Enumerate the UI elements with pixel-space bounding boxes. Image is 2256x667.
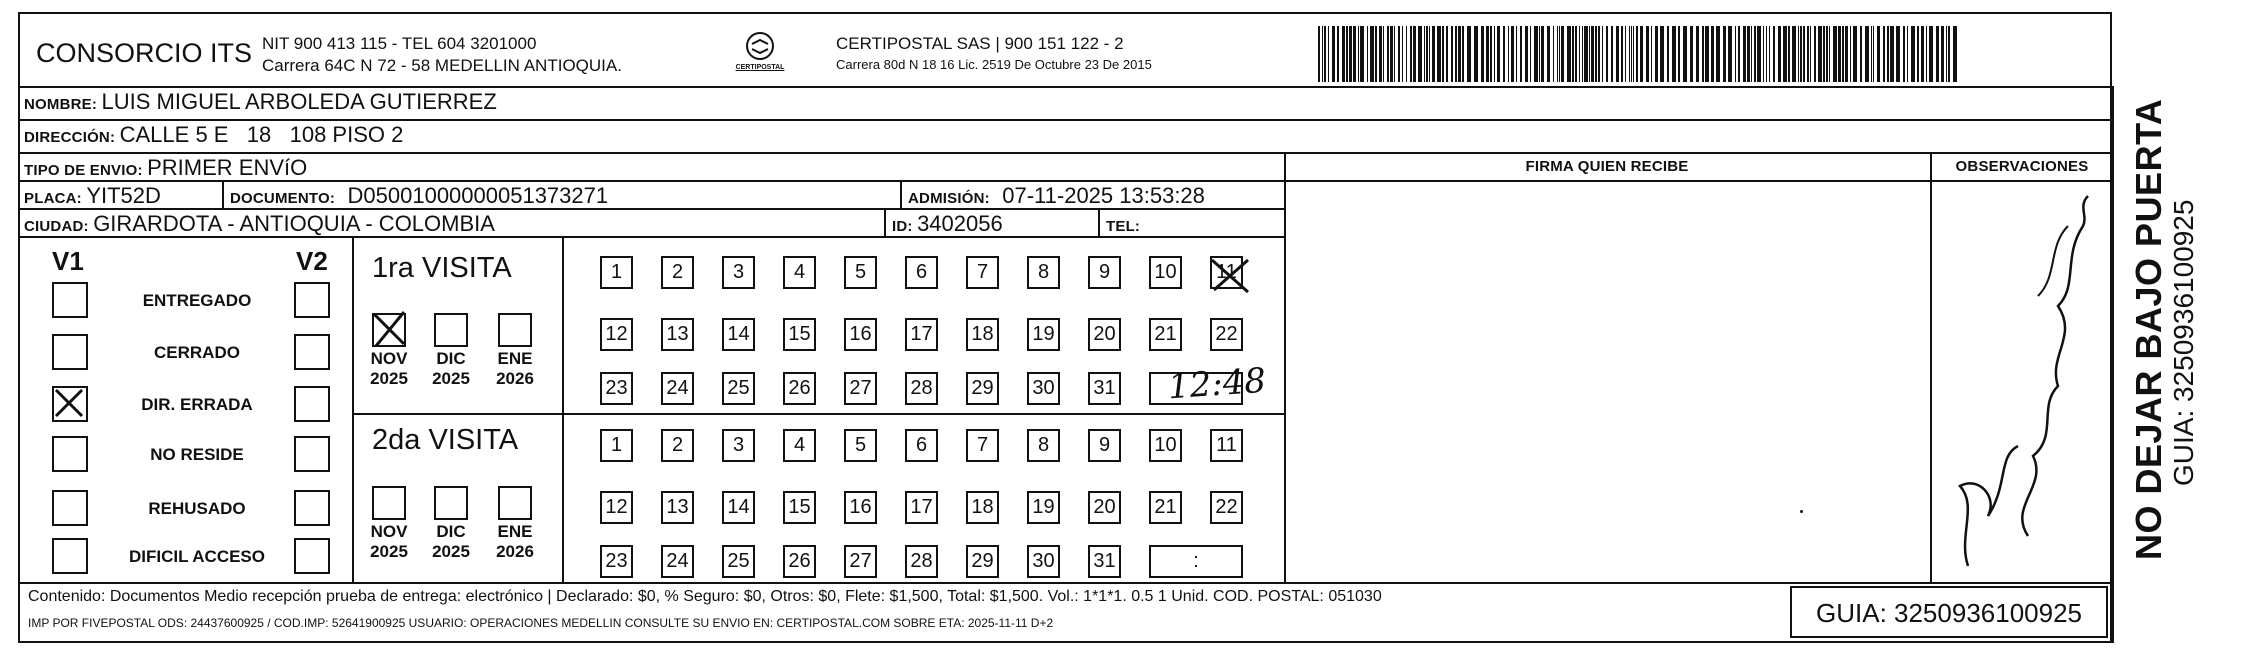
day-box[interactable]: 18 [966, 491, 999, 524]
barcode-bar [1367, 26, 1368, 82]
certipostal-logo [732, 28, 788, 78]
carrier-address: Carrera 80d N 18 16 Lic. 2519 De Octubre 23 De 2015 [836, 57, 1152, 72]
barcode-bar [1602, 26, 1603, 82]
barcode-bar [1672, 26, 1676, 82]
status-v2-checkbox[interactable] [294, 490, 330, 526]
barcode-bar [1896, 26, 1900, 82]
barcode-bar [1390, 26, 1393, 82]
month-checkbox[interactable] [372, 486, 406, 520]
day-box[interactable]: 12 [600, 491, 633, 524]
month-checkbox[interactable] [434, 486, 468, 520]
nombre-row [24, 89, 497, 115]
barcode-bar [1553, 26, 1554, 82]
barcode-bar [1467, 26, 1471, 82]
barcode-bar [1589, 26, 1590, 82]
barcode-bar [1751, 26, 1752, 82]
id-value: 3402056 [917, 211, 1003, 236]
documento-row [230, 183, 608, 209]
barcode-bar [1907, 26, 1908, 82]
time-box[interactable]: : [1149, 545, 1243, 578]
barcode-bar [1803, 26, 1805, 82]
barcode-bar [1437, 26, 1441, 82]
day-box[interactable]: 8 [1027, 256, 1060, 289]
barcode-bar [1481, 26, 1484, 82]
barcode-bar [1887, 26, 1889, 82]
barcode-bar [1696, 26, 1699, 82]
barcode-bar [1358, 26, 1359, 82]
observaciones-header: OBSERVACIONES [1955, 158, 2089, 175]
guia-box-text: GUIA: 3250936100925 [1816, 598, 2082, 628]
barcode-bar [1621, 26, 1623, 82]
barcode-bar [1486, 26, 1489, 82]
handwritten-x-dir-errada [52, 386, 86, 420]
barcode-bar [1567, 26, 1571, 82]
day-box[interactable]: 13 [661, 491, 694, 524]
day-box[interactable]: 19 [1027, 491, 1060, 524]
barcode-bar [1559, 26, 1560, 82]
barcode-bar [1387, 26, 1389, 82]
status-v1-checkbox[interactable] [52, 334, 88, 370]
barcode-bar [1948, 26, 1950, 82]
month-year-label: 2026 [496, 369, 534, 388]
barcode-bar [1455, 26, 1457, 82]
handwritten-time: 12:48 [1166, 360, 1268, 408]
barcode-bar [1754, 26, 1756, 82]
day-box[interactable]: 7 [966, 429, 999, 462]
handwritten-x-nov [370, 310, 410, 350]
barcode-bar [1353, 26, 1356, 82]
day-box[interactable]: 21 [1149, 318, 1182, 351]
nombre-label: NOMBRE: [24, 96, 98, 113]
barcode-bar [1853, 26, 1857, 82]
status-v1-checkbox[interactable] [52, 538, 88, 574]
barcode-bar [1850, 26, 1851, 82]
barcode-bar [1903, 26, 1905, 82]
barcode-bar [1490, 26, 1492, 82]
barcode-bar [1394, 26, 1395, 82]
barcode-bar [1829, 26, 1830, 82]
barcode-bar [1877, 26, 1880, 82]
barcode-bar [1572, 26, 1574, 82]
barcode-bar [1763, 26, 1764, 82]
barcode-bar [1383, 26, 1384, 82]
barcode-bar [1702, 26, 1704, 82]
footer-line2: IMP POR FIVEPOSTAL ODS: 24437600925 / COD.IMP: 52641900925 USUARIO: OPERACIONES MEDELLIN CONSULTE SU ENVIO EN: CERTIPOSTAL.COM SOBRE ETA: 2025-11-11 D+2 [28, 616, 1054, 630]
barcode-bar [1561, 26, 1564, 82]
barcode-bar [1328, 26, 1329, 82]
day-box[interactable]: 3 [722, 256, 755, 289]
day-box[interactable]: 20 [1088, 491, 1121, 524]
day-box[interactable]: 15 [783, 491, 816, 524]
side-no-dejar: NO DEJAR BAJO PUERTA [2128, 98, 2169, 560]
day-box[interactable]: 11 [1210, 256, 1243, 289]
month-year-label: 2026 [496, 542, 534, 561]
day-box[interactable]: 31 [1088, 545, 1121, 578]
second-visit-title: 2da VISITA [372, 424, 519, 456]
day-box[interactable]: 14 [722, 318, 755, 351]
day-box[interactable]: 17 [905, 491, 938, 524]
status-label: REHUSADO [148, 499, 246, 518]
barcode-bar [1429, 26, 1430, 82]
barcode-bar [1798, 26, 1799, 82]
day-box[interactable]: 4 [783, 429, 816, 462]
barcode-bar [1625, 26, 1626, 82]
barcode-bar [1723, 26, 1726, 82]
barcode-bar [1582, 26, 1583, 82]
day-box[interactable]: 16 [844, 318, 877, 351]
barcode-bar [1375, 26, 1377, 82]
direccion-row [24, 122, 403, 148]
day-box[interactable]: 27 [844, 545, 877, 578]
barcode-bar [1324, 26, 1326, 82]
day-box[interactable]: 1 [600, 429, 633, 462]
documento-value: D05001000000051373271 [347, 183, 609, 208]
day-box[interactable]: 30 [1027, 545, 1060, 578]
barcode-bar [1525, 26, 1528, 82]
barcode-bar [1432, 26, 1435, 82]
barcode-bar [1743, 26, 1746, 82]
day-box[interactable]: 1 [600, 256, 633, 289]
barcode-bar [1418, 26, 1422, 82]
day-box[interactable]: 19 [1027, 318, 1060, 351]
day-box[interactable]: 15 [783, 318, 816, 351]
barcode-bar [1792, 26, 1796, 82]
admision-value: 07-11-2025 13:53:28 [1002, 183, 1205, 208]
barcode-bar [1342, 26, 1345, 82]
logo-text: CERTIPOSTAL [735, 64, 785, 71]
barcode-bar [1629, 26, 1630, 82]
barcode-bar [1337, 26, 1339, 82]
barcode-bar [1451, 26, 1453, 82]
barcode-bar [1584, 26, 1588, 82]
barcode-bar [1873, 26, 1874, 82]
day-box[interactable]: 16 [844, 491, 877, 524]
carrier-line: CERTIPOSTAL SAS | 900 151 122 - 2 [836, 34, 1124, 53]
barcode-bar [1747, 26, 1750, 82]
barcode-bar [1606, 26, 1608, 82]
barcode-bar [1921, 26, 1924, 82]
barcode-bar [1778, 26, 1781, 82]
barcode-bar [1349, 26, 1352, 82]
company-address: Carrera 64C N 72 - 58 MEDELLIN ANTIOQUIA. [262, 56, 622, 75]
barcode-bar [1410, 26, 1412, 82]
barcode-bar [1516, 26, 1517, 82]
barcode-bar [1575, 26, 1577, 82]
day-box[interactable]: 25 [722, 372, 755, 405]
month-label: NOV [370, 522, 408, 541]
barcode-bar [1810, 26, 1811, 82]
month-year-label: 2025 [432, 369, 470, 388]
day-box[interactable]: 12 [600, 318, 633, 351]
month-label: NOV [370, 349, 408, 368]
day-box[interactable]: 29 [966, 372, 999, 405]
company-name: CONSORCIO ITS [36, 38, 253, 68]
day-box[interactable]: 2 [661, 429, 694, 462]
day-box[interactable]: 23 [600, 545, 633, 578]
barcode-bar [1424, 26, 1425, 82]
placa-row [24, 183, 161, 209]
day-box[interactable]: 24 [661, 545, 694, 578]
barcode-bar [1406, 26, 1407, 82]
barcode-bar [1655, 26, 1658, 82]
barcode-bar [1413, 26, 1416, 82]
status-v2-checkbox[interactable] [294, 436, 330, 472]
ciudad-label: CIUDAD: [24, 218, 89, 235]
barcode-bar [1842, 26, 1844, 82]
barcode-bar [1953, 26, 1957, 82]
day-box[interactable]: 5 [844, 256, 877, 289]
barcode-bar [1917, 26, 1919, 82]
day-box[interactable]: 4 [783, 256, 816, 289]
admision-row [908, 183, 1205, 209]
admision-label: ADMISIÓN: [908, 190, 990, 207]
barcode-bar [1322, 26, 1323, 82]
barcode-bar [1705, 26, 1709, 82]
nombre-value: LUIS MIGUEL ARBOLEDA GUTIERREZ [101, 89, 497, 114]
barcode-bar [1871, 26, 1872, 82]
barcode-bar [1534, 26, 1538, 82]
month-label: ENE [497, 349, 533, 368]
day-box[interactable]: 30 [1027, 372, 1060, 405]
tel-row [1106, 211, 1140, 237]
day-box[interactable]: 21 [1149, 491, 1182, 524]
day-box[interactable]: 18 [966, 318, 999, 351]
barcode-bar [1926, 26, 1927, 82]
barcode-bar [1936, 26, 1939, 82]
day-box[interactable]: 25 [722, 545, 755, 578]
barcode-bar [1757, 26, 1761, 82]
footer-line1: Contenido: Documentos Medio recepción prueba de entrega: electrónico | Declarado: $0, % Seguro: $0, Otros: $0, Flete: $1,500, Total: $1,500. Vol.: 1*1*1. 0.5 1 Unid. COD. POSTAL: 051030 [28, 588, 1382, 605]
day-box[interactable]: 28 [905, 545, 938, 578]
barcode-bar [1814, 26, 1816, 82]
barcode-bar [1735, 26, 1736, 82]
barcode-bar [1360, 26, 1364, 82]
barcode-bar [1633, 26, 1634, 82]
status-v2-checkbox[interactable] [294, 282, 330, 318]
barcode-bar [1494, 26, 1495, 82]
barcode-bar [1865, 26, 1869, 82]
month-label: DIC [436, 349, 466, 368]
barcode-bar [1446, 26, 1448, 82]
barcode-bar [1788, 26, 1790, 82]
barcode-bar [1508, 26, 1509, 82]
barcode-bar [1379, 26, 1382, 82]
day-box[interactable]: 10 [1149, 256, 1182, 289]
day-box[interactable]: 2 [661, 256, 694, 289]
day-box[interactable]: 9 [1088, 256, 1121, 289]
barcode-bar [1807, 26, 1809, 82]
month-checkbox[interactable] [434, 313, 468, 347]
barcode-bar [1929, 26, 1933, 82]
ciudad-row [24, 211, 495, 237]
status-v1-checkbox[interactable] [52, 282, 88, 318]
day-box[interactable]: 9 [1088, 429, 1121, 462]
barcode-bar [1800, 26, 1802, 82]
barcode-bar [1332, 26, 1335, 82]
barcode-bar [1497, 26, 1500, 82]
barcode-bar [1651, 26, 1652, 82]
barcode-bar [1646, 26, 1649, 82]
direccion-label: DIRECCIÓN: [24, 129, 116, 146]
barcode-bar [1541, 26, 1544, 82]
day-box[interactable]: 28 [905, 372, 938, 405]
barcode-bar [1631, 26, 1632, 82]
barcode-bar [1773, 26, 1775, 82]
barcode-bar [1660, 26, 1664, 82]
day-box[interactable]: 23 [600, 372, 633, 405]
documento-label: DOCUMENTO: [230, 190, 336, 207]
barcode-bar [1883, 26, 1885, 82]
barcode-bar [1716, 26, 1720, 82]
day-box[interactable]: 13 [661, 318, 694, 351]
status-label: DIR. ERRADA [141, 395, 253, 414]
barcode-bar [1402, 26, 1403, 82]
barcode-bar [1636, 26, 1638, 82]
status-v2-checkbox[interactable] [294, 334, 330, 370]
barcode-bar [1458, 26, 1461, 82]
day-box[interactable]: 20 [1088, 318, 1121, 351]
barcode-bar [1520, 26, 1522, 82]
day-box[interactable]: 31 [1088, 372, 1121, 405]
handwritten-x-day-11 [1210, 256, 1252, 296]
barcode-bar [1711, 26, 1714, 82]
barcode-bar [1860, 26, 1862, 82]
handwritten-signature [1938, 186, 2108, 578]
v1-label: V1 [52, 246, 84, 276]
status-label: ENTREGADO [142, 291, 252, 310]
day-box[interactable]: 22 [1210, 318, 1243, 351]
barcode-bar [1370, 26, 1374, 82]
barcode-bar [1728, 26, 1732, 82]
day-box[interactable]: 6 [905, 256, 938, 289]
status-v1-checkbox[interactable] [52, 436, 88, 472]
barcode-bar [1640, 26, 1643, 82]
day-box[interactable]: 6 [905, 429, 938, 462]
barcode-bar [1838, 26, 1841, 82]
barcode-bar [1667, 26, 1669, 82]
barcode-bar [1678, 26, 1680, 82]
day-box[interactable]: 3 [722, 429, 755, 462]
placa-value: YIT52D [86, 183, 161, 208]
barcode-bar [1595, 26, 1597, 82]
status-v2-checkbox[interactable] [294, 386, 330, 422]
month-year-label: 2025 [370, 542, 408, 561]
day-box[interactable]: 26 [783, 545, 816, 578]
barcode-bar [1462, 26, 1464, 82]
barcode-bar [1474, 26, 1478, 82]
day-box[interactable]: 22 [1210, 491, 1243, 524]
barcode-bar [1941, 26, 1944, 82]
barcode-bar [1616, 26, 1619, 82]
month-label: ENE [497, 522, 533, 541]
barcode-bar [1557, 26, 1558, 82]
barcode-bar [1530, 26, 1531, 82]
barcode-bar [1511, 26, 1514, 82]
status-label: CERRADO [154, 343, 240, 362]
dot-mark [1800, 510, 1803, 513]
day-box[interactable]: 10 [1149, 429, 1182, 462]
barcode [1318, 26, 1960, 82]
day-box[interactable]: 24 [661, 372, 694, 405]
barcode-bar [1611, 26, 1613, 82]
month-year-label: 2025 [432, 542, 470, 561]
status-label: DIFICIL ACCESO [128, 547, 265, 566]
day-box[interactable]: 5 [844, 429, 877, 462]
barcode-bar [1823, 26, 1825, 82]
barcode-bar [1845, 26, 1848, 82]
status-v2-checkbox[interactable] [294, 538, 330, 574]
status-v1-checkbox[interactable] [52, 490, 88, 526]
day-box[interactable]: 29 [966, 545, 999, 578]
day-box[interactable]: 14 [722, 491, 755, 524]
barcode-bar [1946, 26, 1947, 82]
tipo-row [24, 155, 307, 181]
company-nit: NIT 900 413 115 - TEL 604 3201000 [262, 34, 537, 53]
day-box[interactable]: 8 [1027, 429, 1060, 462]
tel-label: TEL: [1106, 218, 1141, 235]
barcode-bar [1911, 26, 1915, 82]
id-label: ID: [892, 218, 913, 235]
first-visit-title: 1ra VISITA [372, 252, 512, 284]
day-box[interactable]: 27 [844, 372, 877, 405]
month-label: DIC [436, 522, 466, 541]
barcode-bar [1539, 26, 1540, 82]
id-row [892, 211, 1003, 237]
day-box[interactable]: 26 [783, 372, 816, 405]
barcode-bar [1769, 26, 1770, 82]
barcode-bar [1346, 26, 1348, 82]
v2-label: V2 [296, 246, 328, 276]
barcode-bar [1783, 26, 1787, 82]
ciudad-value: GIRARDOTA - ANTIOQUIA - COLOMBIA [93, 211, 495, 236]
day-box[interactable]: 11 [1210, 429, 1243, 462]
barcode-bar [1683, 26, 1687, 82]
barcode-bar [1890, 26, 1894, 82]
day-box[interactable]: 7 [966, 256, 999, 289]
barcode-bar [1426, 26, 1428, 82]
barcode-bar [1398, 26, 1400, 82]
tipo-value: PRIMER ENVíO [147, 155, 308, 180]
barcode-bar [1598, 26, 1600, 82]
tipo-label: TIPO DE ENVIO: [24, 162, 143, 179]
barcode-bar [1766, 26, 1767, 82]
barcode-bar [1579, 26, 1580, 82]
barcode-bar [1833, 26, 1837, 82]
side-guia: GUIA: 3250936100925 [2168, 199, 2199, 486]
barcode-bar [1591, 26, 1594, 82]
barcode-bar [1318, 26, 1320, 82]
month-year-label: 2025 [370, 369, 408, 388]
firma-header: FIRMA QUIEN RECIBE [1525, 158, 1689, 175]
month-checkbox[interactable] [498, 313, 532, 347]
day-box[interactable]: 17 [905, 318, 938, 351]
barcode-bar [1690, 26, 1693, 82]
barcode-bar [1738, 26, 1740, 82]
placa-label: PLACA: [24, 190, 82, 207]
status-label: NO RESIDE [150, 445, 244, 464]
barcode-bar [1442, 26, 1444, 82]
month-checkbox[interactable] [498, 486, 532, 520]
barcode-bar [1503, 26, 1505, 82]
barcode-bar [1826, 26, 1828, 82]
barcode-bar [1547, 26, 1550, 82]
barcode-bar [1818, 26, 1822, 82]
direccion-value: CALLE 5 E 18 108 PISO 2 [119, 122, 404, 147]
